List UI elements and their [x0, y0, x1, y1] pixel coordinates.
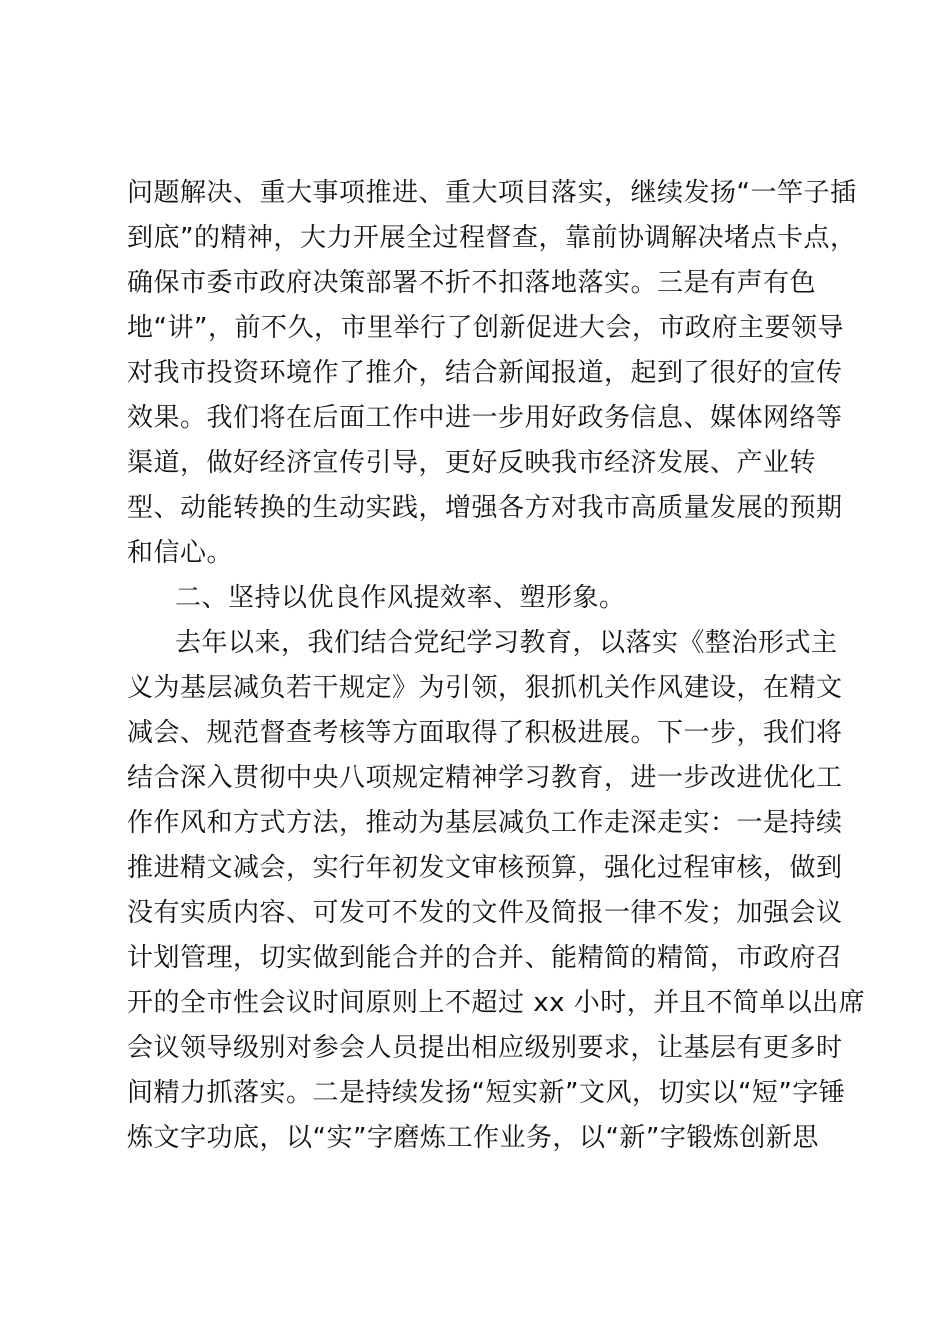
text-line: 减会、规范督查考核等方面取得了积极进展。下一步，我们将: [127, 718, 843, 748]
text-line: 推进精文减会，实行年初发文审核预算，强化过程审核，做到: [127, 853, 843, 883]
text-line: 炼文字功底，以“实”字磨炼工作业务，以“新”字锻炼创新思: [127, 1123, 819, 1153]
text-line: 间精力抓落实。二是持续发扬“短实新”文风，切实以“短”字锤: [127, 1078, 846, 1108]
text-line: 效果。我们将在后面工作中进一步用好政务信息、媒体网络等: [127, 403, 843, 433]
text-line: 作作风和方式方法，推动为基层减负工作走深走实：一是持续: [127, 808, 843, 838]
text-line: 义为基层减负若干规定》为引领，狠抓机关作风建设，在精文: [127, 673, 843, 703]
text-line: 渠道，做好经济宣传引导，更好反映我市经济发展、产业转: [127, 448, 817, 478]
section-heading: 二、坚持以优良作风提效率、塑形象。: [175, 583, 626, 613]
text-line: 会议领导级别对参会人员提出相应级别要求，让基层有更多时: [127, 1033, 843, 1063]
text-line: 和信心。: [127, 538, 234, 568]
text-line: 计划管理，切实做到能合并的合并、能精简的精简，市政府召: [127, 943, 843, 973]
text-line: 去年以来，我们结合党纪学习教育，以落实《整治形式主: [175, 628, 838, 658]
text-line: 结合深入贯彻中央八项规定精神学习教育，进一步改进优化工: [127, 763, 843, 793]
text-line: 开的全市性会议时间原则上不超过 xx 小时，并且不简单以出席: [127, 988, 866, 1018]
body-text: [127, 171, 866, 1161]
text-line: 问题解决、重大事项推进、重大项目落实，继续发扬“一竿子插: [127, 178, 857, 208]
text-line: 对我市投资环境作了推介，结合新闻报道，起到了很好的宣传: [127, 358, 843, 388]
text-line: 型、动能转换的生动实践，增强各方对我市高质量发展的预期: [127, 493, 843, 523]
text-line: 到底”的精神，大力开展全过程督查，靠前协调解决堵点卡点，: [127, 223, 857, 253]
text-line: 地“讲”，前不久，市里举行了创新促进大会，市政府主要领导: [127, 313, 844, 343]
text-line: 确保市委市政府决策部署不折不扣落地落实。三是有声有色: [127, 268, 817, 298]
text-line: 没有实质内容、可发可不发的文件及简报一律不发；加强会议: [127, 898, 843, 928]
